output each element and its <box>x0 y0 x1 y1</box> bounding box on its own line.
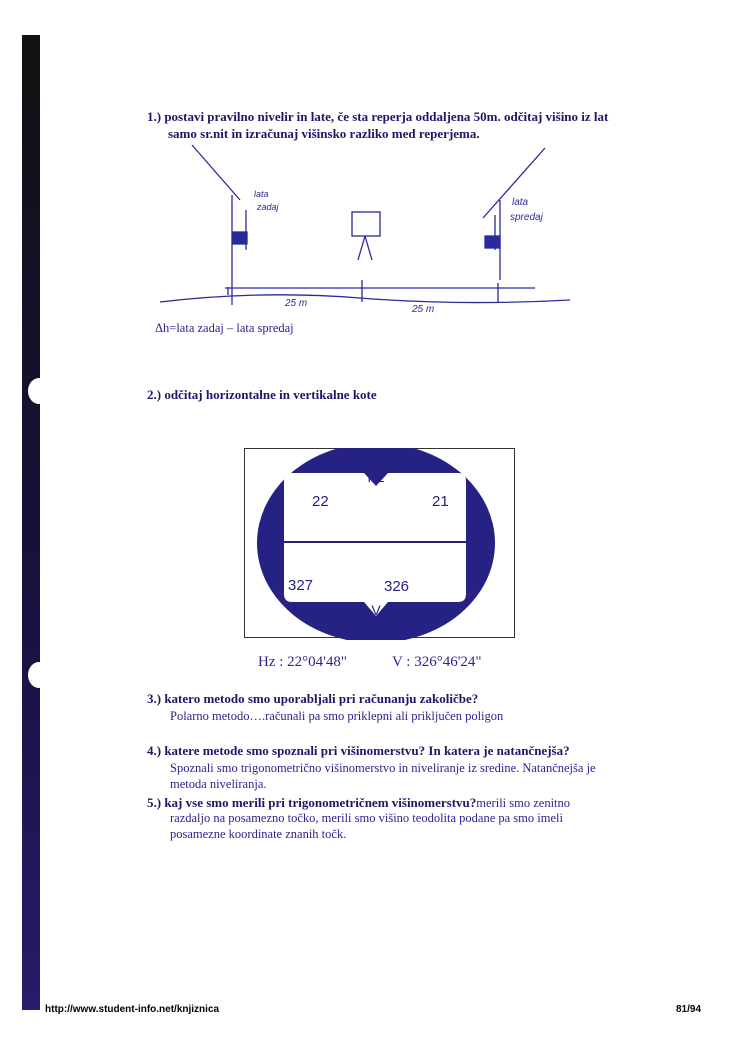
q4-answer-2: metoda niveliranja. <box>170 777 267 791</box>
q1-line1: 1.) postavi pravilno nivelir in late, če sta reperja oddaljena 50m. odčitaj višino iz lat <box>147 109 609 124</box>
q5-line <box>147 794 570 812</box>
hz-reading: Hz : 22°04'48" <box>258 654 347 670</box>
q4-title: 4.) katere metode smo spoznali pri višinomerstvu? In katera je natančnejša? <box>147 743 570 758</box>
dial-hz-label: Hz <box>367 469 385 485</box>
q5-answer-2: posamezne koordinate znanih točk. <box>170 827 347 841</box>
q3-title: 3.) katero metodo smo uporabljali pri računanju zakoličbe? <box>147 691 479 706</box>
q1-formula: Δh=lata zadaj – lata spredaj <box>155 321 294 335</box>
footer-url[interactable]: http://www.student-info.net/knjiznica <box>45 1004 220 1015</box>
label-lata-zadaj-1: lata <box>254 189 269 199</box>
q1-line2: samo sr.nit in izračunaj višinsko razliko med reperjema. <box>168 126 480 141</box>
leveling-sketch <box>140 140 590 320</box>
q5-answer-0: merili smo zenitno <box>476 796 571 810</box>
scan-edge-bar <box>22 35 40 1010</box>
label-lata-spredaj-1: lata <box>512 197 529 208</box>
dial-v-label: V <box>371 602 381 618</box>
q5-answer-1: razdaljo na posamezno točko, merili smo višino teodolita podane pa smo imeli <box>170 811 563 825</box>
dist-left: 25 m <box>285 298 308 309</box>
theodolite-dial <box>244 448 516 640</box>
q3-answer: Polarno metodo….računali pa smo priklepni ali priključen poligon <box>170 709 504 723</box>
dial-hz-right: 21 <box>432 493 449 510</box>
label-lata-spredaj-2: spredaj <box>510 212 543 223</box>
dist-right: 25 m <box>412 304 435 315</box>
dial-hz-left: 22 <box>312 493 329 510</box>
dial-v-right: 326 <box>384 578 410 595</box>
q4-answer-1: Spoznali smo trigonometrično višinomerstvo in niveliranje iz sredine. Natančnejša je <box>170 761 596 775</box>
dial-v-left: 327 <box>288 577 314 594</box>
q2-title: 2.) odčitaj horizontalne in vertikalne kote <box>147 387 377 402</box>
page-number: 81/94 <box>676 1004 702 1015</box>
punch-hole <box>28 662 50 688</box>
q5-title: 5.) kaj vse smo merili pri trigonometričnem višinomerstvu? <box>147 795 477 810</box>
label-lata-zadaj-2: zadaj <box>257 202 279 212</box>
punch-hole <box>28 378 50 404</box>
v-reading: V : 326°46'24" <box>392 654 482 670</box>
